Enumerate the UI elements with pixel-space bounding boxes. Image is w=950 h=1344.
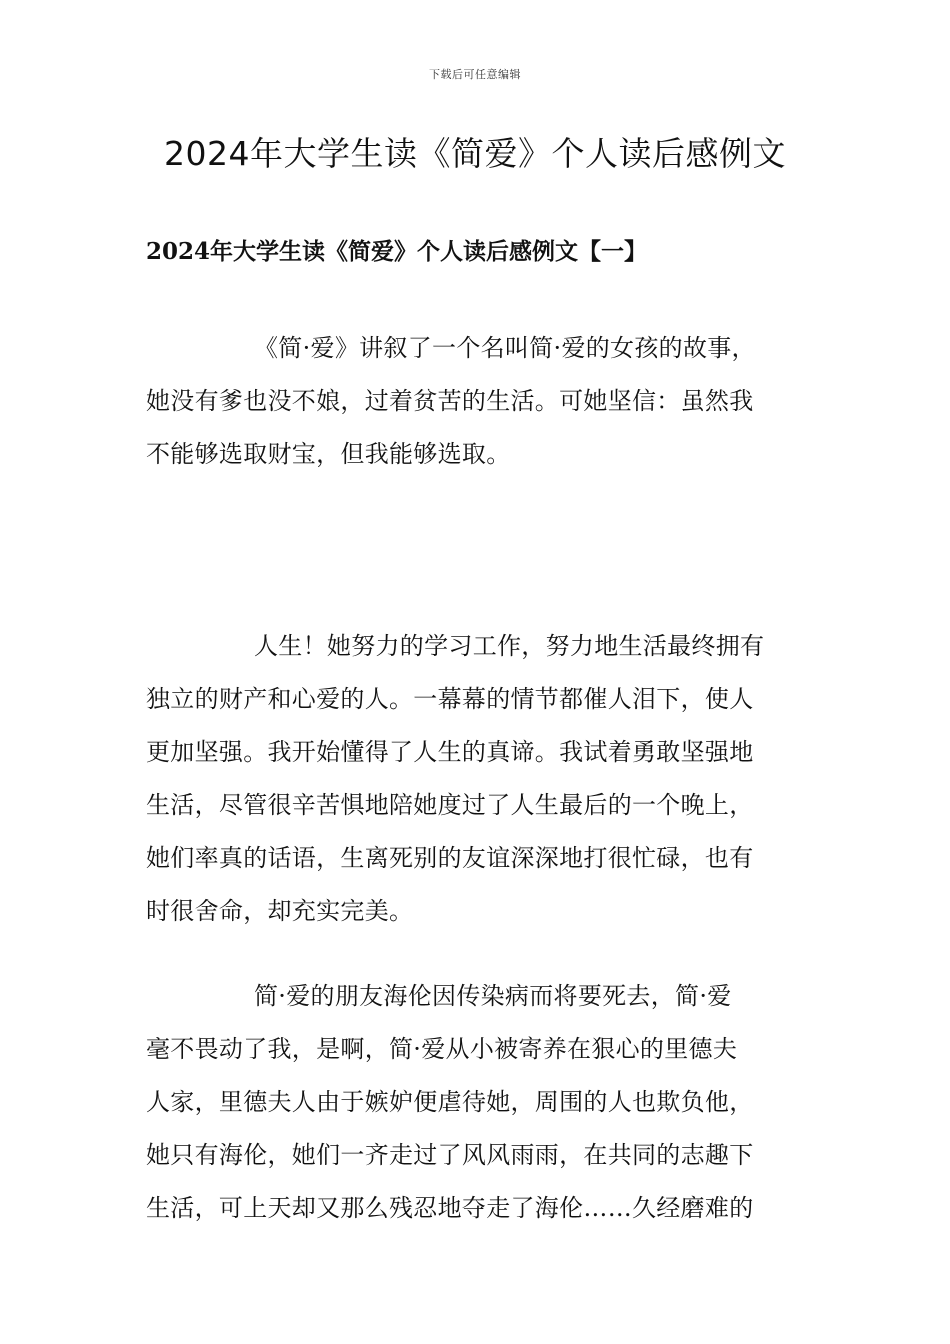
- paragraph-line: 《简·爱》讲叙了一个名叫简·爱的女孩的故事，: [254, 334, 756, 362]
- paragraph-line: 她只有海伦，她们一齐走过了风风雨雨，在共同的志趣下: [146, 1141, 754, 1169]
- section-heading: 2024年大学生读《简爱》个人读后感例文【一】: [146, 238, 648, 265]
- paragraph-line: 她们率真的话语，生离死别的友谊深深地打很忙碌，也有: [146, 844, 754, 872]
- paragraph-3: [146, 970, 810, 1235]
- paragraph-line: 生活，尽管很辛苦惧地陪她度过了人生最后的一个晚上，: [146, 791, 754, 819]
- paragraph-line: 不能够选取财宝，但我能够选取。: [146, 440, 511, 468]
- paragraph-1: [146, 322, 810, 481]
- paragraph-line: 时很舍命，却充实完美。: [146, 897, 414, 925]
- paragraph-line: 她没有爹也没不娘，过着贫苦的生活。可她坚信：虽然我: [146, 387, 754, 415]
- paragraph-2: [146, 620, 810, 938]
- paragraph-line: 简·爱的朋友海伦因传染病而将要死去，简·爱: [254, 982, 732, 1010]
- document-title: 2024年大学生读《简爱》个人读后感例文: [164, 134, 786, 173]
- header-note: 下载后可任意编辑: [429, 68, 521, 81]
- paragraph-line: 更加坚强。我开始懂得了人生的真谛。我试着勇敢坚强地: [146, 738, 754, 766]
- paragraph-line: 毫不畏动了我，是啊，简·爱从小被寄养在狠心的里德夫: [146, 1035, 738, 1063]
- paragraph-line: 人生！她努力的学习工作，努力地生活最终拥有: [254, 632, 765, 660]
- paragraph-line: 人家，里德夫人由于嫉妒便虐待她，周围的人也欺负他，: [146, 1088, 754, 1116]
- paragraph-line: 独立的财产和心爱的人。一幕幕的情节都催人泪下，使人: [146, 685, 754, 713]
- paragraph-line: 生活，可上天却又那么残忍地夺走了海伦……久经磨难的: [146, 1194, 754, 1222]
